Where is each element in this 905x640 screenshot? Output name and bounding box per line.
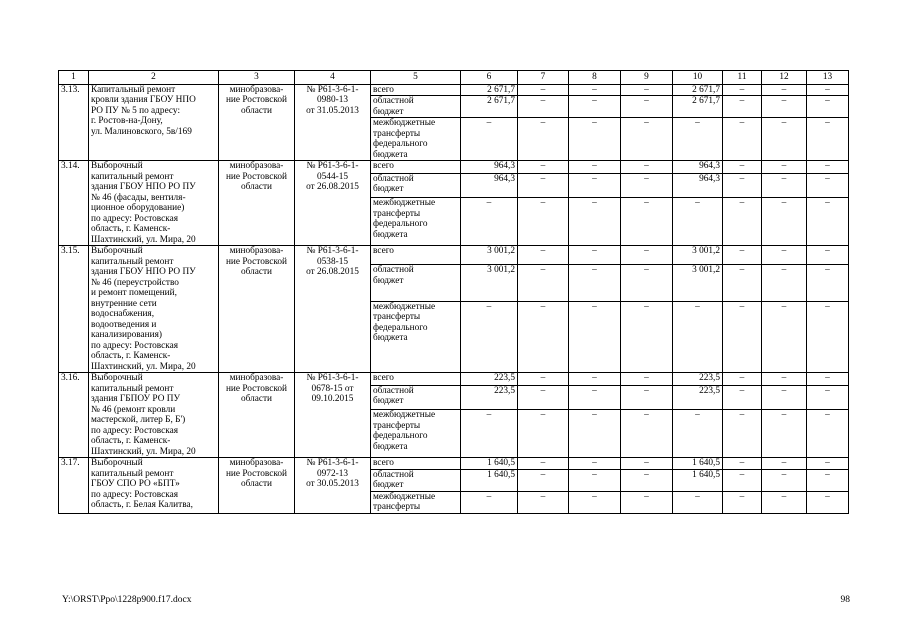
row-id: 3.15.: [59, 246, 89, 373]
value-c9: –: [621, 246, 673, 265]
value-c8: –: [569, 410, 621, 458]
value-c10: 964,3: [673, 173, 723, 197]
row-id: 3.17.: [59, 458, 89, 514]
value-c6: –: [461, 410, 518, 458]
value-c13: –: [807, 385, 849, 409]
value-c9: –: [621, 161, 673, 174]
value-c6: –: [461, 118, 518, 161]
footer-file-path: Y:\ORST\Ppo\1228p900.f17.docx: [62, 595, 192, 605]
funding-source: областной бюджет: [371, 385, 461, 409]
value-c6: 2 671,7: [461, 96, 518, 118]
value-c6: –: [461, 198, 518, 246]
value-c8: –: [569, 84, 621, 96]
value-c9: –: [621, 96, 673, 118]
value-c12: –: [762, 118, 807, 161]
value-c6: –: [461, 491, 518, 513]
value-c6: 1 640,5: [461, 469, 518, 491]
value-c9: –: [621, 173, 673, 197]
value-c12: –: [762, 491, 807, 513]
executor: минобразова- ние Ростовской области: [219, 161, 295, 246]
value-c6: 2 671,7: [461, 84, 518, 96]
value-c8: –: [569, 301, 621, 372]
value-c7: –: [518, 410, 569, 458]
funding-source: областной бюджет: [371, 96, 461, 118]
value-c11: –: [723, 265, 762, 302]
value-c6: 223,5: [461, 385, 518, 409]
value-c11: –: [723, 161, 762, 174]
value-c12: –: [762, 410, 807, 458]
value-c11: –: [723, 410, 762, 458]
funding-source: всего: [371, 161, 461, 174]
value-c8: –: [569, 173, 621, 197]
document-ref: № Р61-3-6-1- 0678-15 от 09.10.2015: [295, 373, 371, 458]
document-ref: № Р61-3-6-1- 0980-13 от 31.05.2013: [295, 84, 371, 161]
funding-source: всего: [371, 458, 461, 470]
table-row: [59, 84, 849, 96]
value-c10: 1 640,5: [673, 458, 723, 470]
col-header-5: 5: [371, 71, 461, 85]
value-c10: 2 671,7: [673, 84, 723, 96]
object-name: Выборочный капитальный ремонт здания ГБОУ НПО РО ПУ № 46 (переустройство и ремонт помещений, внутренние сети водоснабжения, водоотведения и канализирования) по адресу: Ростовская область, г. Каменск- Шахтинский, ул. Мира, 20: [89, 246, 219, 373]
table-row: [59, 458, 849, 470]
value-c11: –: [723, 491, 762, 513]
value-c9: –: [621, 385, 673, 409]
value-c6: 3 001,2: [461, 265, 518, 302]
value-c6: 964,3: [461, 173, 518, 197]
value-c7: –: [518, 458, 569, 470]
funding-source: межбюджетные трансферты федерального бюджета: [371, 118, 461, 161]
value-c10: 964,3: [673, 161, 723, 174]
col-header-11: 11: [723, 71, 762, 85]
value-c10: –: [673, 198, 723, 246]
value-c13: –: [807, 173, 849, 197]
funding-source: всего: [371, 373, 461, 386]
value-c10: –: [673, 301, 723, 372]
value-c9: –: [621, 410, 673, 458]
table-row: [59, 373, 849, 386]
funding-source: межбюджетные трансферты: [371, 491, 461, 513]
value-c12: –: [762, 161, 807, 174]
funding-source: областной бюджет: [371, 469, 461, 491]
funding-source: всего: [371, 84, 461, 96]
row-id: 3.16.: [59, 373, 89, 458]
value-c6: 964,3: [461, 161, 518, 174]
value-c13: –: [807, 246, 849, 265]
document-ref: № Р61-3-6-1- 0544-15 от 26.08.2015: [295, 161, 371, 246]
table-row: [59, 161, 849, 174]
header-row: [59, 71, 849, 85]
value-c7: –: [518, 118, 569, 161]
value-c10: 3 001,2: [673, 265, 723, 302]
value-c13: –: [807, 373, 849, 386]
value-c8: –: [569, 385, 621, 409]
object-name: Выборочный капитальный ремонт здания ГБПОУ РО ПУ № 46 (ремонт кровли мастерской, литер Б, Б') по адресу: Ростовская область, г. Каменск- Шахтинский, ул. Мира, 20: [89, 373, 219, 458]
executor: минобразова- ние Ростовской области: [219, 458, 295, 514]
value-c11: –: [723, 373, 762, 386]
value-c11: –: [723, 118, 762, 161]
value-c12: –: [762, 469, 807, 491]
funding-source: межбюджетные трансферты федерального бюджета: [371, 410, 461, 458]
value-c8: –: [569, 246, 621, 265]
funding-source: областной бюджет: [371, 173, 461, 197]
value-c12: –: [762, 246, 807, 265]
value-c12: –: [762, 84, 807, 96]
value-c13: –: [807, 118, 849, 161]
funding-source: межбюджетные трансферты федерального бюджета: [371, 301, 461, 372]
col-header-9: 9: [621, 71, 673, 85]
value-c7: –: [518, 198, 569, 246]
value-c11: –: [723, 246, 762, 265]
value-c11: –: [723, 84, 762, 96]
value-c12: –: [762, 373, 807, 386]
col-header-2: 2: [89, 71, 219, 85]
value-c7: –: [518, 491, 569, 513]
value-c6: –: [461, 301, 518, 372]
value-c7: –: [518, 385, 569, 409]
value-c13: –: [807, 410, 849, 458]
value-c10: –: [673, 118, 723, 161]
value-c7: –: [518, 246, 569, 265]
value-c7: –: [518, 84, 569, 96]
value-c12: –: [762, 96, 807, 118]
table-row: [59, 246, 849, 265]
executor: минобразова- ние Ростовской области: [219, 246, 295, 373]
value-c9: –: [621, 198, 673, 246]
row-id: 3.14.: [59, 161, 89, 246]
value-c8: –: [569, 265, 621, 302]
value-c10: 223,5: [673, 385, 723, 409]
row-id: 3.13.: [59, 84, 89, 161]
value-c9: –: [621, 458, 673, 470]
col-header-12: 12: [762, 71, 807, 85]
col-header-6: 6: [461, 71, 518, 85]
value-c10: –: [673, 410, 723, 458]
value-c10: 2 671,7: [673, 96, 723, 118]
value-c7: –: [518, 373, 569, 386]
funding-source: всего: [371, 246, 461, 265]
value-c13: –: [807, 96, 849, 118]
value-c6: 3 001,2: [461, 246, 518, 265]
value-c11: –: [723, 301, 762, 372]
value-c13: –: [807, 161, 849, 174]
value-c8: –: [569, 469, 621, 491]
executor: минобразова- ние Ростовской области: [219, 84, 295, 161]
value-c13: –: [807, 198, 849, 246]
value-c10: 1 640,5: [673, 469, 723, 491]
value-c11: –: [723, 96, 762, 118]
value-c12: –: [762, 198, 807, 246]
value-c7: –: [518, 301, 569, 372]
value-c7: –: [518, 96, 569, 118]
value-c9: –: [621, 469, 673, 491]
value-c11: –: [723, 458, 762, 470]
value-c8: –: [569, 373, 621, 386]
budget-table: [58, 70, 849, 514]
value-c13: –: [807, 301, 849, 372]
value-c8: –: [569, 161, 621, 174]
funding-source: областной бюджет: [371, 265, 461, 302]
col-header-10: 10: [673, 71, 723, 85]
value-c13: –: [807, 84, 849, 96]
value-c12: –: [762, 385, 807, 409]
object-name: Капитальный ремонт кровли здания ГБОУ НПО РО ПУ № 5 по адресу: г. Ростов-на-Дону, ул. Малиновского, 5в/169: [89, 84, 219, 161]
value-c11: –: [723, 173, 762, 197]
value-c10: 223,5: [673, 373, 723, 386]
value-c12: –: [762, 265, 807, 302]
value-c8: –: [569, 96, 621, 118]
value-c12: –: [762, 458, 807, 470]
value-c13: –: [807, 491, 849, 513]
value-c7: –: [518, 265, 569, 302]
value-c9: –: [621, 265, 673, 302]
value-c7: –: [518, 161, 569, 174]
value-c11: –: [723, 198, 762, 246]
value-c6: 1 640,5: [461, 458, 518, 470]
page-number: 98: [840, 595, 850, 605]
value-c6: 223,5: [461, 373, 518, 386]
value-c7: –: [518, 469, 569, 491]
executor: минобразова- ние Ростовской области: [219, 373, 295, 458]
value-c8: –: [569, 198, 621, 246]
object-name: Выборочный капитальный ремонт ГБОУ СПО РО «БПТ» по адресу: Ростовская область, г. Белая Калитва,: [89, 458, 219, 514]
value-c13: –: [807, 469, 849, 491]
value-c12: –: [762, 173, 807, 197]
object-name: Выборочный капитальный ремонт здания ГБОУ НПО РО ПУ № 46 (фасады, вентиля- ционное оборудование) по адресу: Ростовская область, г. Каменск- Шахтинский, ул. Мира, 20: [89, 161, 219, 246]
col-header-13: 13: [807, 71, 849, 85]
table-body: [59, 71, 849, 514]
value-c11: –: [723, 385, 762, 409]
col-header-4: 4: [295, 71, 371, 85]
value-c10: –: [673, 491, 723, 513]
value-c8: –: [569, 491, 621, 513]
value-c9: –: [621, 491, 673, 513]
col-header-1: 1: [59, 71, 89, 85]
value-c7: –: [518, 173, 569, 197]
value-c8: –: [569, 458, 621, 470]
value-c9: –: [621, 373, 673, 386]
value-c11: –: [723, 469, 762, 491]
col-header-7: 7: [518, 71, 569, 85]
funding-source: межбюджетные трансферты федерального бюджета: [371, 198, 461, 246]
value-c13: –: [807, 265, 849, 302]
value-c9: –: [621, 84, 673, 96]
value-c9: –: [621, 118, 673, 161]
value-c9: –: [621, 301, 673, 372]
document-ref: № Р61-3-6-1- 0972-13 от 30.05.2013: [295, 458, 371, 514]
col-header-3: 3: [219, 71, 295, 85]
value-c8: –: [569, 118, 621, 161]
document-ref: № Р61-3-6-1- 0538-15 от 26.08.2015: [295, 246, 371, 373]
col-header-8: 8: [569, 71, 621, 85]
value-c10: 3 001,2: [673, 246, 723, 265]
value-c12: –: [762, 301, 807, 372]
value-c13: –: [807, 458, 849, 470]
